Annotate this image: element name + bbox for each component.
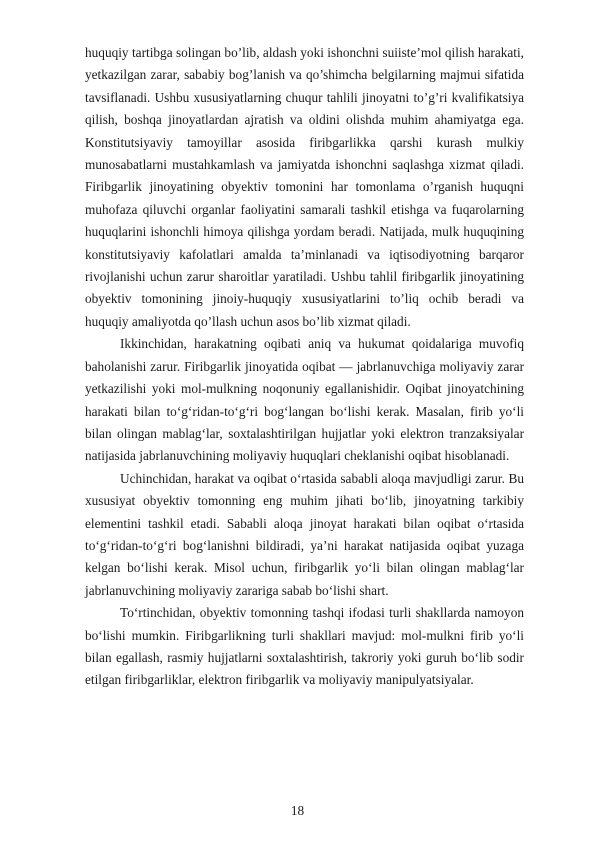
- document-body: [85, 42, 524, 692]
- paragraph-third: Uchinchidan, harakat va oqibat o‘rtasida sababli aloqa mavjudligi zarur. Bu xususiyat obyektiv tomonning eng muhim jihati bo‘lib, jinoyatning tarkibiy elementini tashkil etadi. Sababli aloqa jinoyat harakati bilan oqibat o‘rtasida to‘g‘ridan-to‘g‘ri bog‘lanishni bildiradi, ya’ni harakat natijasida oqibat yuzaga kelgan bo‘lishi kerak. Misol uchun, firibgarlik yo‘li bilan olingan mablag‘lar jabrlanuvchining moliyaviy zarariga sabab bo‘lishi shart.: [85, 470, 524, 598]
- paragraph-second: Ikkinchidan, harakatning oqibati aniq va hukumat qoidalariga muvofiq baholanishi zarur. Firibgarlik jinoyatida oqibat — jabrlanuvchiga moliyaviy zarar yetkazilishi yoki mol-mulkning noqonuniy egallanishidir. Oqibat jinoyatchining harakati bilan to‘g‘ridan-to‘g‘ri bog‘langan bo‘lishi kerak. Masalan, firib yo‘li bilan olingan mablag‘lar, soxtalashtirilgan hujjatlar yoki elektron tranzaksiyalar natijasida jabrlanuvchining moliyaviy huquqlari cheklanishi oqibat hisoblanadi.: [85, 336, 524, 464]
- paragraph-fourth: To‘rtinchidan, obyektiv tomonning tashqi ifodasi turli shakllarda namoyon bo‘lishi mumkin. Firibgarlikning turli shakllari mavjud: mol-mulkni firib yo‘li bilan egallash, rasmiy hujjatlarni soxtalashtirish, takroriy yoki guruh bo‘lib sodir etilgan firibgarliklar, elektron firibgarlik va moliyaviy manipulyatsiyalar.: [85, 605, 524, 688]
- page-number: 18: [290, 803, 305, 818]
- paragraph-continuation: huquqiy tartibga solingan bo’lib, aldash yoki ishonchni suiiste’mol qilish harakati, yetkazilgan zarar, sababiy bog’lanish va qo’shimcha belgilarning majmui sifatida tavsiflanadi. Ushbu xususiyatlarning chuqur tahlili jinoyatni to’g’ri kvalifikatsiya qilish, boshqa jinoyatlardan ajratish va oldini olishda muhim ahamiyatga ega. Konstitutsiyaviy tamoyillar asosida firibgarlikka qarshi kurash mulkiy munosabatlarni mustahkamlash va jamiyatda ishonchni saqlashga xizmat qiladi. Firibgarlik jinoyatining obyektiv tomonini har tomonlama o’rganish huquqni muhofaza qiluvchi organlar faoliyatini samarali tashkil etishga va fuqarolarning huquqlarini ishonchli himoya qilishga yordam beradi. Natijada, mulk huquqining konstitutsiyaviy kafolatlari amalda ta’minlanadi va iqtisodiyotning barqaror rivojlanishi uchun zarur sharoitlar yaratiladi. Ushbu tahlil firibgarlik jinoyatining obyektiv tomonining jinoiy-huquqiy xususiyatlarini to’liq ochib beradi va huquqiy amaliyotda qo’llash uchun asos bo’lib xizmat qiladi.: [85, 45, 524, 329]
